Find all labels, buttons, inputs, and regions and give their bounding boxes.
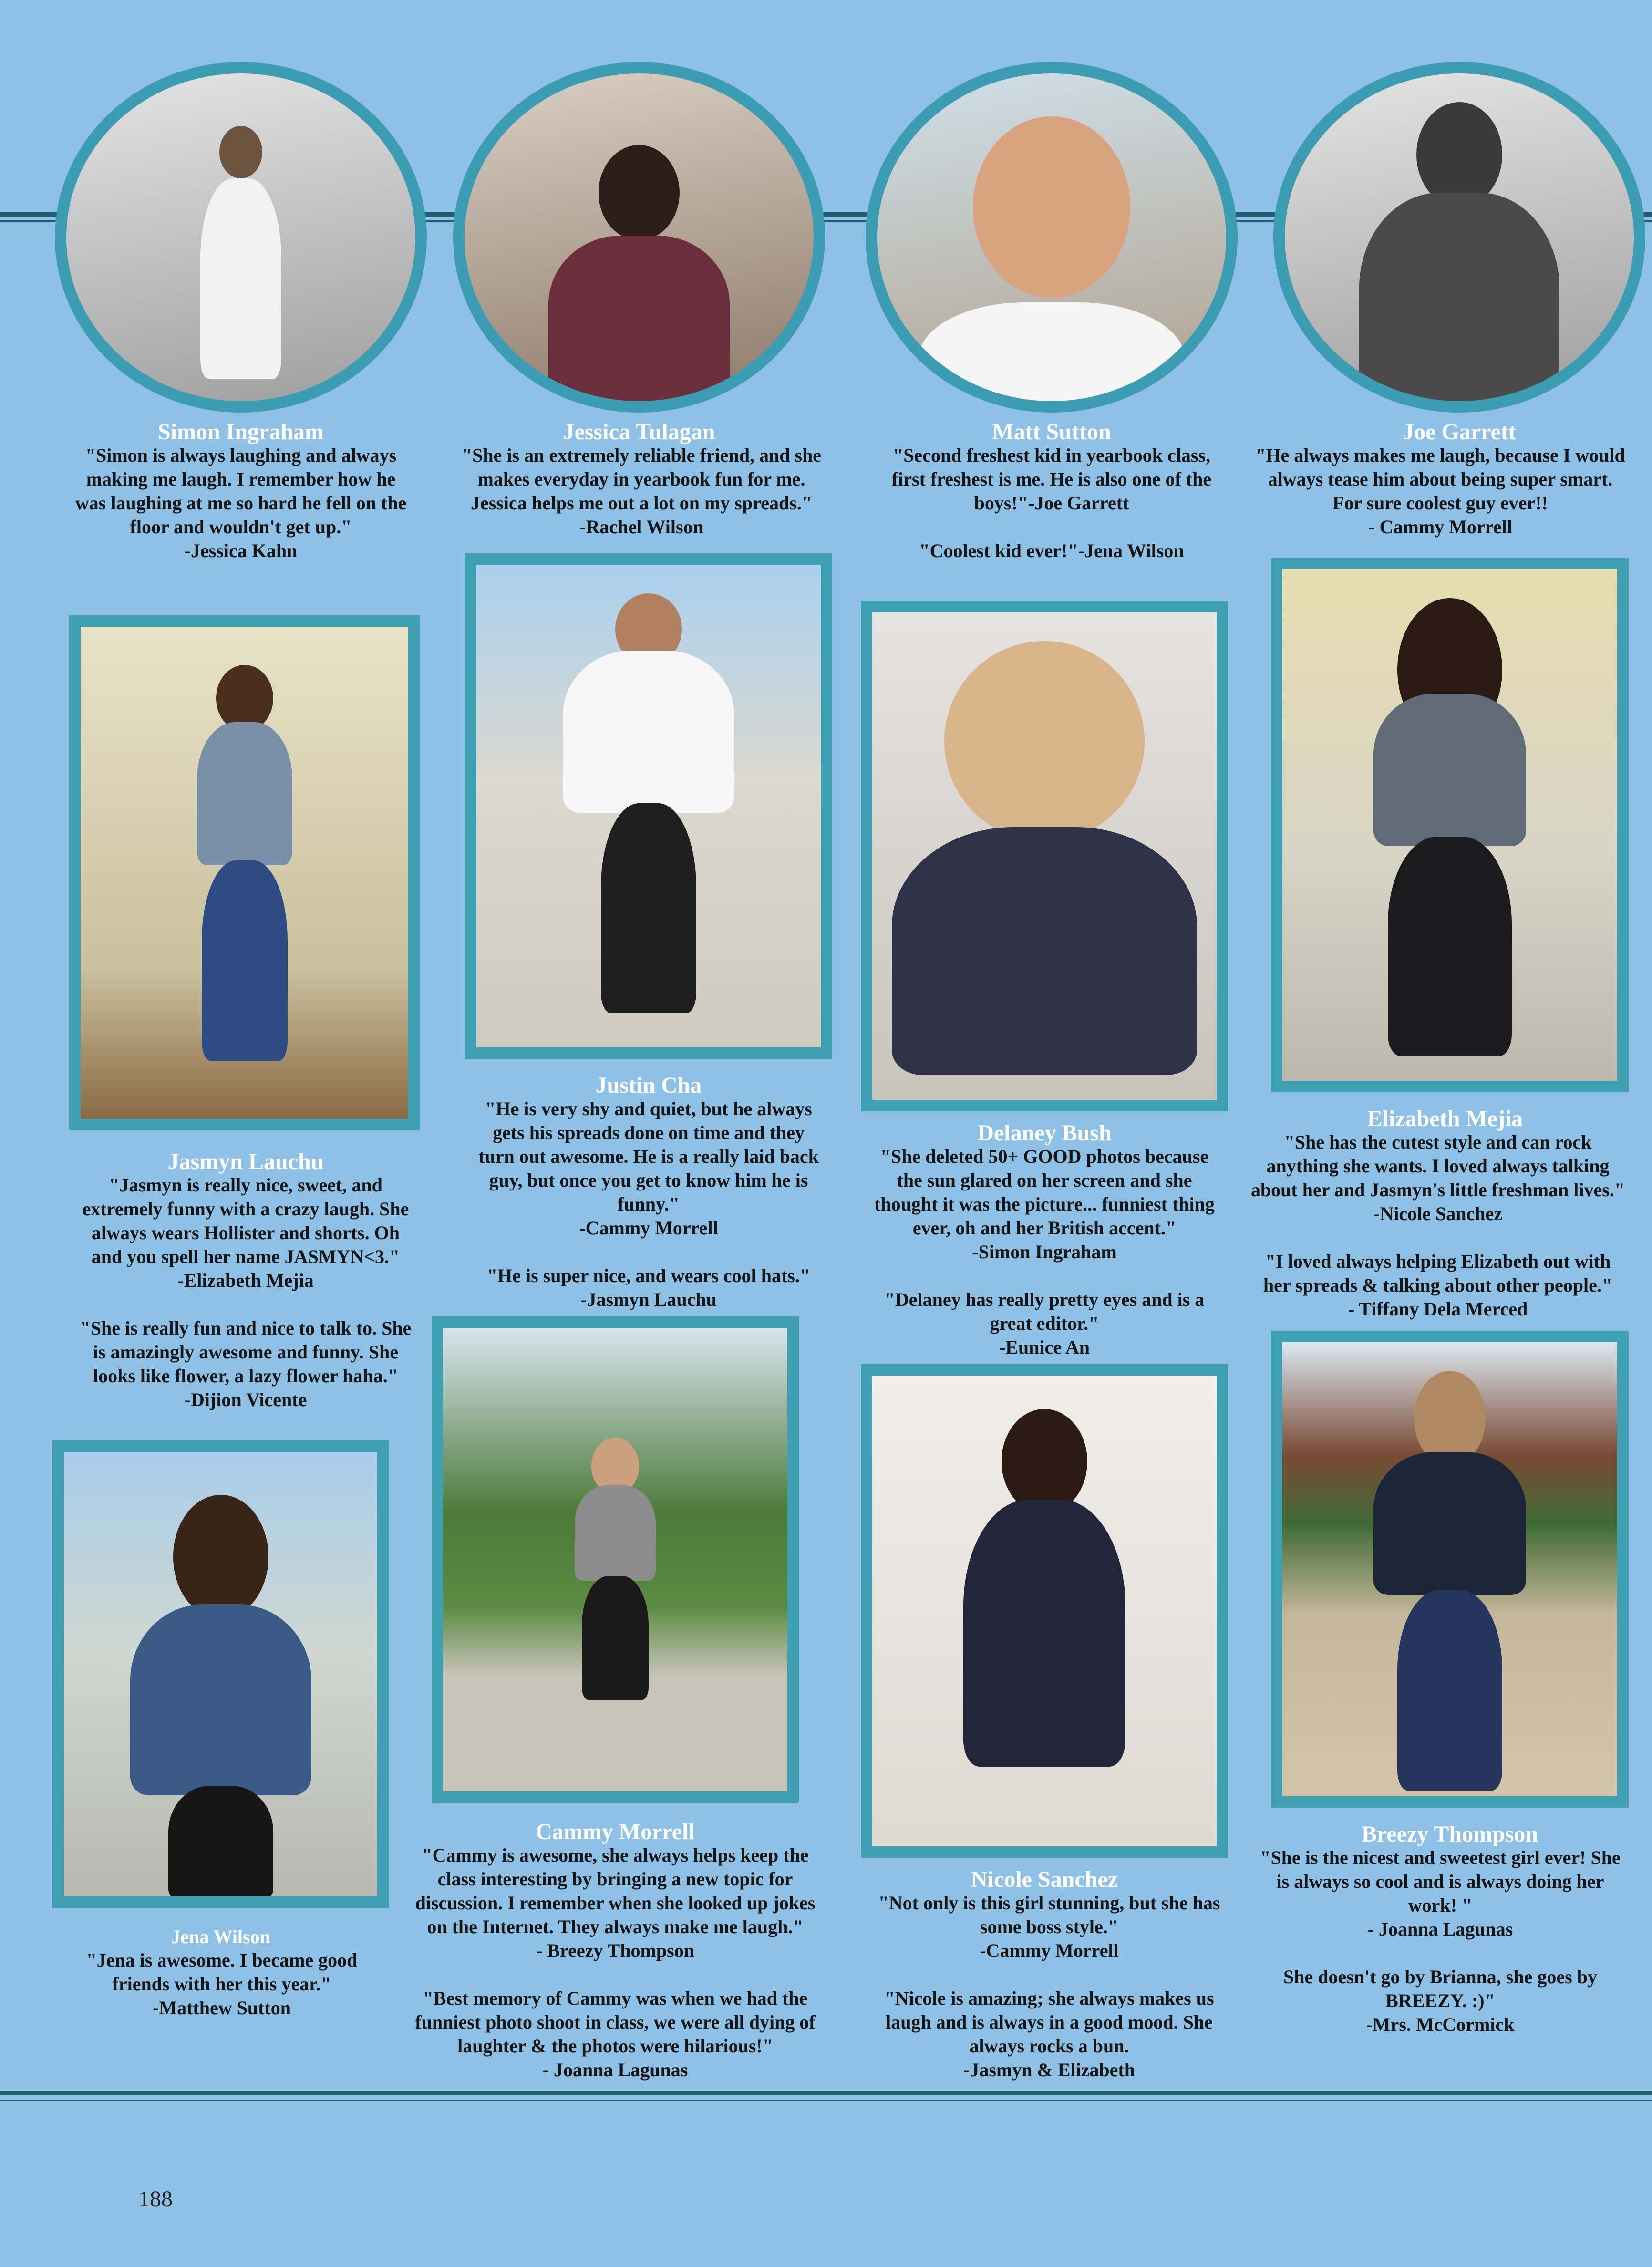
student-name: Elizabeth Mejia [1367,1106,1523,1131]
student-quote: "Second freshest kid in yearbook class, first freshest is me. He is also one of the boys!"-Joe Garrett "Coolest kid ever!"-Jena Wilson [891,445,1212,561]
student-name: Delaney Bush [977,1120,1112,1146]
student-name: Jasmyn Lauchu [167,1149,324,1174]
bottom-rule-thin [0,2100,1652,2101]
student-name: Cammy Morrell [536,1819,695,1844]
photo-joe-garrett [1273,62,1645,413]
student-quote: "She has the cutest style and can rock anything she wants. I loved always talking about her and Jasmyn's little freshman lives." -Nicole Sanchez "I loved always helping Elizabeth out with her spreads & talking about other people." - Tiffany Dela Merced [1250,1131,1625,1320]
student-name: Joe Garrett [1403,419,1516,445]
student-name: Breezy Thompson [1361,1822,1538,1847]
photo-jena-wilson [52,1440,389,1908]
student-name: Justin Cha [595,1073,702,1098]
student-quote: "He is very shy and quiet, but he always gets his spreads done on time and they turn out awesome. He is a really laid back guy, but once you get to know him he is funny." -Cammy Morrell "He is super nice, and wears cool hats." -Jasmyn Lauchu [478,1098,819,1310]
photo-delaney-bush [861,601,1228,1111]
photo-jessica-tulagan [453,62,825,413]
student-quote: "She deleted 50+ GOOD photos because the sun glared on her screen and she thought it was the picture... funniest thing ever, oh and her British accent." -Simon Ingraham "Delaney has really pretty eyes and is a great editor." -Eunice An [874,1146,1215,1358]
student-quote: "She is the nicest and sweetest girl ever! She is always so cool and is always doing her work! " - Joanna Lagunas She doesn't go by Brianna, she goes by BREEZY. :)" -Mrs. McCormick [1260,1847,1621,2035]
student-name: Matt Sutton [992,419,1111,445]
student-quote: "Jasmyn is really nice, sweet, and extremely funny with a crazy laugh. She always wears Hollister and shorts. Oh and you spell her name JASMYN<3." -Elizabeth Mejia "She is really fun and nice to talk to. She is amazingly awesome and funny. She looks like flower, a lazy flower haha." -Dijion Vicente [80,1174,412,1410]
photo-jasmyn-lauchu [69,615,420,1130]
photo-breezy-thompson [1271,1331,1629,1808]
student-name: Simon Ingraham [157,419,324,445]
student-quote: "She is an extremely reliable friend, and she makes everyday in yearbook fun for me. Jessica helps me out a lot on my spreads." -Rachel Wilson [461,445,822,538]
student-name: Jena Wilson [171,1926,270,1947]
photo-nicole-sanchez [861,1364,1228,1858]
photo-matt-sutton [866,62,1238,413]
student-name: Nicole Sanchez [971,1867,1118,1892]
page-number: 188 [138,2186,173,2212]
photo-elizabeth-mejia [1271,558,1629,1092]
student-quote: "Cammy is awesome, she always helps keep the class interesting by bringing a new topic for discussion. I remember when she looked up jokes on the Internet. They always make me laugh." - Breezy Thompson "Best memory of Cammy was when we had the funniest photo shoot in class, we were all dying of laughter & the photos were hilarious!" - Joanna Lagunas [415,1844,816,2081]
student-quote: "Simon is always laughing and always making me laugh. I remember how he was laughing at me so hard he fell on the floor and wouldn't get up." -Jessica Kahn [75,445,407,561]
photo-cammy-morrell [432,1316,799,1803]
student-name: Jessica Tulagan [563,419,715,445]
student-quote: "He always makes me laugh, because I would always tease him about being super smart. For sure coolest guy ever!! - Cammy Morrell [1255,445,1625,538]
photo-simon-ingraham [55,62,427,413]
student-quote: "Jena is awesome. I became good friends with her this year." -Matthew Sutton [86,1949,358,2019]
bottom-rule [0,2091,1652,2095]
student-quote: "Not only is this girl stunning, but she has some boss style." -Cammy Morrell "Nicole is amazing; she always makes us laugh and is always in a good mood. She always rocks a bun. -Jasmyn & Elizabeth [878,1892,1220,2081]
photo-justin-cha [465,553,832,1059]
